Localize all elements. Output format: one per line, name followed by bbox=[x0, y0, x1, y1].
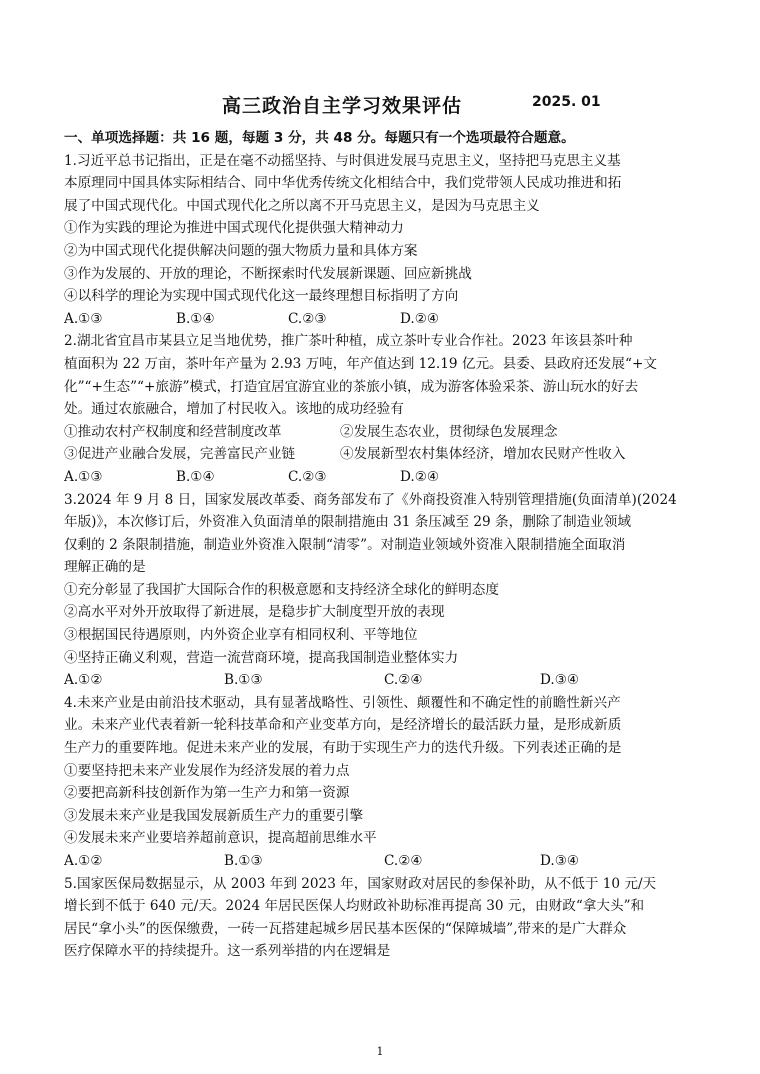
question-text-line: 3.2024 年 9 月 8 日，国家发展改革委、商务部发布了《外商投资准入特别管理措施(负面清单)(2024 bbox=[64, 491, 677, 508]
question-4 bbox=[64, 692, 704, 873]
statement-item: ③作为发展的、开放的理论，不断探索时代发展新课题、回应新挑战 bbox=[64, 265, 472, 282]
question-text-line: 年版)》，本次修订后，外资准入负面清单的限制措施由 31 条压减至 29 条，删除了制造业领域 bbox=[64, 514, 631, 531]
option-a: A.①③ bbox=[64, 310, 103, 327]
statement-item: ①充分彰显了我国扩大国际合作的积极意愿和支持经济全球化的鲜明态度 bbox=[64, 581, 499, 598]
question-3 bbox=[64, 489, 704, 692]
option-b: B.①④ bbox=[176, 468, 215, 485]
exam-content bbox=[64, 127, 704, 963]
statement-item: ②要把高新科技创新作为第一生产力和第一资源 bbox=[64, 785, 350, 802]
statement-item: ②为中国式现代化提供解决问题的强大物质力量和具体方案 bbox=[64, 242, 418, 259]
question-text-line: 生产力的重要阵地。促进未来产业的发展，有助于实现生产力的迭代升级。下列表述正确的是 bbox=[64, 740, 622, 757]
statement-item: ②高水平对外开放取得了新进展，是稳步扩大制度型开放的表现 bbox=[64, 604, 445, 621]
option-d: D.②④ bbox=[400, 310, 440, 327]
question-5 bbox=[64, 873, 704, 963]
option-c: C.②③ bbox=[288, 468, 327, 485]
option-b: B.①④ bbox=[176, 310, 215, 327]
question-text-line: 医疗保障水平的持续提升。这一系列举措的内在逻辑是 bbox=[64, 943, 391, 960]
question-text-line: 仅剩的 2 条限制措施，制造业外资准入限制“清零”。对制造业领域外资准入限制措施全面取消 bbox=[64, 536, 626, 553]
statement-item: ③根据国民待遇原则，内外资企业享有相同权利、平等地位 bbox=[64, 627, 418, 644]
statement-item: ②发展生态农业，贯彻绿色发展理念 bbox=[340, 423, 558, 440]
question-text-line: 展了中国式现代化。中国式现代化之所以离不开马克思主义，是因为马克思主义 bbox=[64, 197, 540, 214]
option-b: B.①③ bbox=[224, 672, 263, 689]
statement-item: ④发展未来产业要培养超前意识，提高超前思维水平 bbox=[64, 830, 377, 847]
question-2 bbox=[64, 330, 704, 488]
question-text-line: 增长到不低于 640 元/天。2024 年居民医保人均财政补助标准再提高 30 元，由财政“拿大头”和 bbox=[64, 898, 645, 915]
section-heading: 一、单项选择题：共 16 题，每题 3 分，共 48 分。每题只有一个选项最符合题意。 bbox=[64, 130, 575, 146]
statement-item: ①作为实践的理论为推进中国式现代化提供强大精神动力 bbox=[64, 220, 404, 237]
question-text-line: 居民“拿小头”的医保缴费，一砖一瓦搭建起城乡居民基本医保的“保障城墙”,带来的是广大群众 bbox=[64, 920, 627, 937]
statement-item: ③发展未来产业是我国发展新质生产力的重要引擎 bbox=[64, 807, 364, 824]
answer-options bbox=[64, 850, 704, 873]
option-a: A.①③ bbox=[64, 468, 103, 485]
option-d: D.③④ bbox=[540, 853, 580, 869]
question-text-line: 4.未来产业是由前沿技术驱动，具有显著战略性、引领性、颠覆性和不确定性的前瞻性新兴产 bbox=[64, 694, 621, 711]
question-text-line: 处。通过农旅融合，增加了村民收入。该地的成功经验有 bbox=[64, 401, 404, 418]
statement-item: ④坚持正确义利观，营造一流营商环境，提高我国制造业整体实力 bbox=[64, 649, 459, 666]
statement-item: ③促进产业融合发展，完善富民产业链 bbox=[64, 446, 296, 463]
question-text-line: 业。未来产业代表着新一轮科技革命和产业变革方向，是经济增长的最活跃力量，是形成新质 bbox=[64, 717, 622, 734]
statement-row bbox=[64, 443, 704, 466]
header bbox=[0, 91, 760, 117]
question-text-line: 化”“+生态”“+旅游”模式，打造宜居宜游宜业的茶旅小镇，成为游客体验采茶、游山玩水的好去 bbox=[64, 378, 639, 395]
option-c: C.②③ bbox=[288, 310, 327, 327]
option-d: D.③④ bbox=[540, 672, 580, 689]
option-a: A.①② bbox=[64, 672, 103, 689]
option-c: C.②④ bbox=[384, 853, 423, 869]
question-text-line: 2.湖北省宜昌市某县立足当地优势，推广茶叶种植，成立茶叶专业合作社。2023 年该县茶叶种 bbox=[64, 333, 633, 350]
option-d: D.②④ bbox=[400, 468, 440, 485]
question-text-line: 植面积为 22 万亩，茶叶年产量为 2.93 万吨，年产值达到 12.19 亿元。县委、县政府还发展“+文 bbox=[64, 355, 657, 372]
question-text-line: 本原理同中国具体实际相结合、同中华优秀传统文化相结合中，我们党带领人民成功推进和拓 bbox=[64, 175, 622, 192]
question-text-line: 1.习近平总书记指出，正是在毫不动摇坚持、与时俱进发展马克思主义，坚持把马克思主义基 bbox=[64, 152, 621, 169]
answer-options bbox=[64, 308, 704, 331]
option-a: A.①② bbox=[64, 853, 103, 869]
question-1 bbox=[64, 150, 704, 331]
page-number: 1 bbox=[376, 1045, 384, 1058]
question-text-line: 5.国家医保局数据显示，从 2003 年到 2023 年，国家财政对居民的参保补助，从不低于 10 元/天 bbox=[64, 875, 657, 892]
page-title: 高三政治自主学习效果评估 bbox=[222, 95, 463, 117]
answer-options bbox=[64, 466, 704, 489]
exam-date: 2025. 01 bbox=[532, 94, 601, 110]
statement-item: ①要坚持把未来产业发展作为经济发展的着力点 bbox=[64, 762, 350, 779]
statement-item: ④发展新型农村集体经济，增加农民财产性收入 bbox=[340, 446, 626, 463]
question-text-line: 理解正确的是 bbox=[64, 559, 146, 576]
statement-item: ①推动农村产权制度和经营制度改革 bbox=[64, 423, 282, 440]
answer-options bbox=[64, 669, 704, 692]
statement-row bbox=[64, 421, 704, 444]
option-c: C.②④ bbox=[384, 672, 423, 689]
option-b: B.①③ bbox=[224, 853, 263, 869]
statement-item: ④以科学的理论为实现中国式现代化这一最终理想目标指明了方向 bbox=[64, 288, 459, 305]
